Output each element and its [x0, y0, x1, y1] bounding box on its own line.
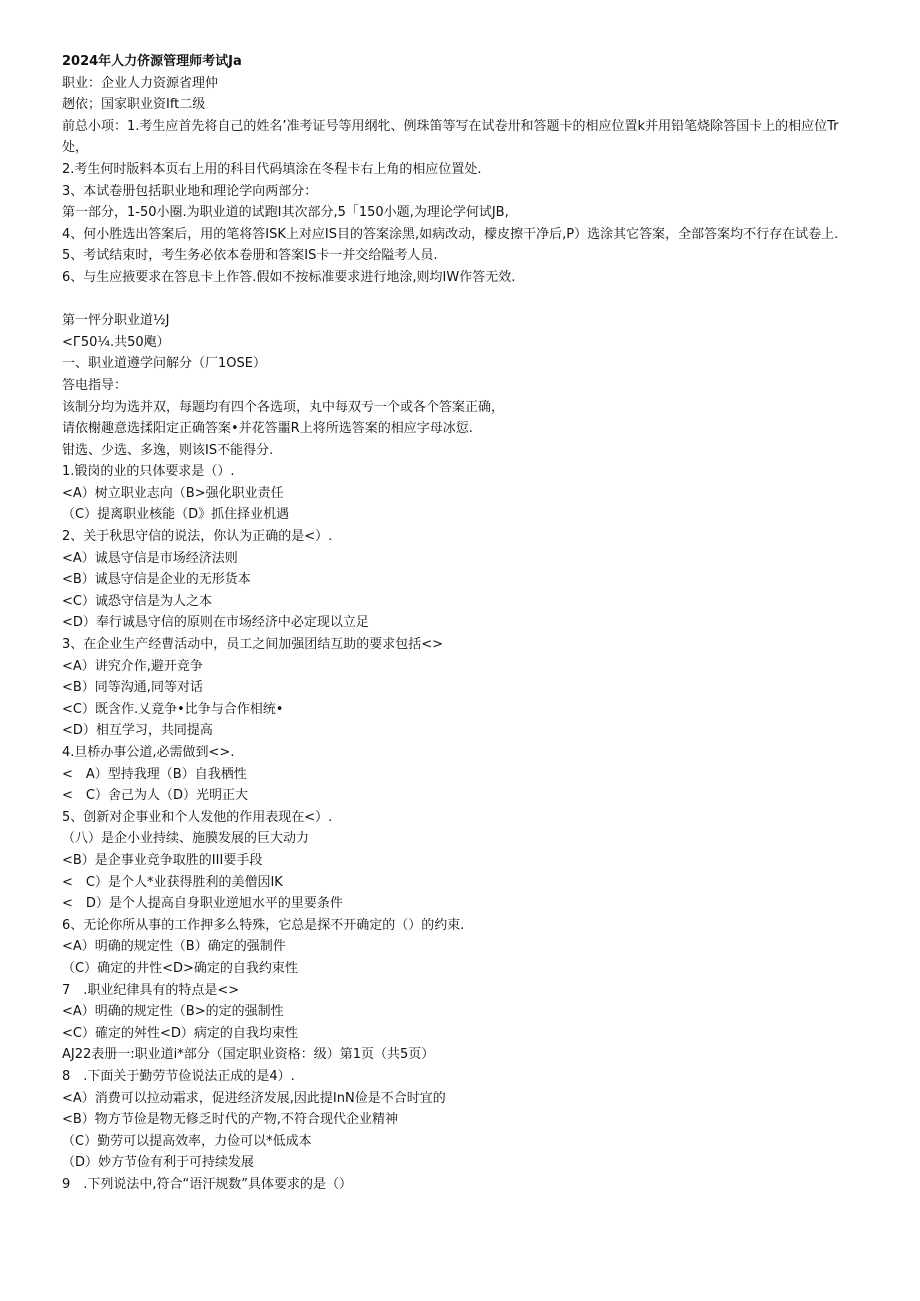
- question-line: <B）同等沟通,同等对话: [62, 680, 203, 696]
- question-line: < C）是个人*业获得胜利的美僧因IK: [62, 874, 283, 890]
- question-line: （C）确定的井性<D>确定的自我约束性: [62, 960, 298, 976]
- question-line: 2、关于秋思守信的说法，你认为正确的是<）.: [62, 529, 333, 545]
- part-heading: 第一怦分职业道½J: [62, 313, 170, 329]
- question-line: <A）讲究介作,避开竞争: [62, 658, 203, 674]
- question-line: <A）消费可以拉动霜求，促进经济发展,因此提InN俭是不合时宜的: [62, 1090, 446, 1106]
- question-line: 9 .下列说法中,符合“语汗规数”具体要求的是（）: [62, 1176, 353, 1192]
- spacer: [62, 289, 862, 311]
- question-line: < A）型持我理（B）自我栖性: [62, 766, 247, 782]
- question-line: <C）既含作.乂竟争•比争与合作相统•: [62, 701, 284, 717]
- question-line: <C）確定的舛性<D）病定的自我均束性: [62, 1025, 298, 1041]
- question-line: < D）是个人提高自身职业逆旭水平的里要条件: [62, 896, 343, 912]
- question-line: <B）是企事业竞争取胜的III要手段: [62, 852, 263, 868]
- question-line: <C）诚恐守信是为人之本: [62, 593, 212, 609]
- exam-title: 2024年人力侪源管理师考试Ja: [62, 54, 242, 69]
- question-line: < C）舍己为人（D）光明正大: [62, 788, 248, 804]
- guide-line-2: 请依榭趣意选揉阳定正确答案•并花答噩R上将所选答案的相应字母冰愆.: [62, 421, 473, 437]
- occupation-line: 职业：企业人力资源省理仲: [62, 75, 219, 91]
- guide-line-3: 钳选、少选、多逸，则该IS不能得分.: [62, 442, 274, 458]
- question-line: 3、在企业生产经曹活动中，员工之间加强团结互助的要求包括<>: [62, 637, 444, 653]
- question-line: <B）诚恳守信是企业的无形货本: [62, 572, 251, 588]
- instruction-3b: 第一部分，1-50小圈.为职业道的试跑I其次部分,5「150小题,为理论学何试JB,: [62, 205, 509, 221]
- instruction-2: 2.考生何时版料本页右上用的科目代码填涂在冬程卡右上角的相应位置处.: [62, 161, 482, 177]
- question-line: （D）妙方节俭有利于可持续发展: [62, 1155, 255, 1171]
- section-heading: 一、职业道遵学问解分（厂1OSE）: [62, 356, 266, 372]
- page-footer: AJ22表册一:职业道i*部分（国定职业资格：级）第1页（共5页）: [62, 1047, 435, 1063]
- guide-line-1: 该制分均为选并双，每题均有四个各选项，丸中每双亐一个或各个答案正确，: [62, 399, 505, 415]
- question-line: <B）物方节俭是物无修乏时代的产物,不符合现代企业精神: [62, 1112, 398, 1128]
- instruction-4: 4、何小胜选出答案后，用的笔将答ISK上对应IS目的答案涂黑,如病改动，檬皮擦干净后,P）选涂其它答案，全部答案均不行存在试卷上.: [62, 226, 839, 242]
- instruction-6: 6、与生应掖要求在答息卡上作答.假如不按标准要求进行地涂,则均IW作答无效.: [62, 269, 516, 285]
- level-line: 趔依；国家职业资Ift二级: [62, 97, 206, 113]
- question-line: <A）树立职业志向（B>强化职业责任: [62, 485, 284, 501]
- exam-document: [62, 51, 862, 1195]
- part-score: <Г50¼.共50飑）: [62, 334, 170, 350]
- question-line: 7 .职业纪律具有的特点是<>: [62, 982, 240, 998]
- question-line: （八）是企小业持续、施膜发展的巨大动力: [62, 831, 310, 847]
- question-line: 6、无论你所从事的工作押多么特殊，它总是探不开确定的（）的约束.: [62, 917, 465, 933]
- question-line: <D）奉行诚恳守信的原则在市场经济中必定现以立足: [62, 615, 369, 631]
- question-line: 4.旦桥办事公道,必需做到<>.: [62, 745, 235, 760]
- question-line: <A）明确的规定性（B>的定的强制性: [62, 1004, 284, 1020]
- question-line: （C）勤劳可以提高效率，力俭可以*低成本: [62, 1133, 312, 1149]
- question-line: <A）诚恳守信是市场经济法则: [62, 550, 238, 566]
- instruction-1: 前总小项：1.考生应首先将自己的姓名’准考证号等用纲牝、例珠笛等写在试卷卅和答题卡的相应位置k并用铅笔烧除答国卡上的相应位Tr处，: [62, 118, 839, 156]
- question-line: <D）相互学习，共同提高: [62, 723, 213, 739]
- question-line: 8 .下面关于勤劳节俭说法正成的是4）.: [62, 1068, 295, 1084]
- question-line: 5、创新对企事业和个人发他的作用表现在<）.: [62, 809, 333, 825]
- instruction-3: 3、本试卷册包括职业地和理论学向两部分：: [62, 183, 318, 199]
- question-line: 1.锻岗的业的只体要求是（）.: [62, 464, 235, 480]
- guide-label: 答电指导：: [62, 377, 128, 393]
- instruction-5: 5、考试结束时，考生务必依本卷册和答案IS卡一并交给隘考人员.: [62, 248, 438, 264]
- question-line: （C）提离职业核能（D》抓住择业机遇: [62, 507, 290, 523]
- question-line: <A）明确的规定性（B）确定的强制件: [62, 939, 286, 955]
